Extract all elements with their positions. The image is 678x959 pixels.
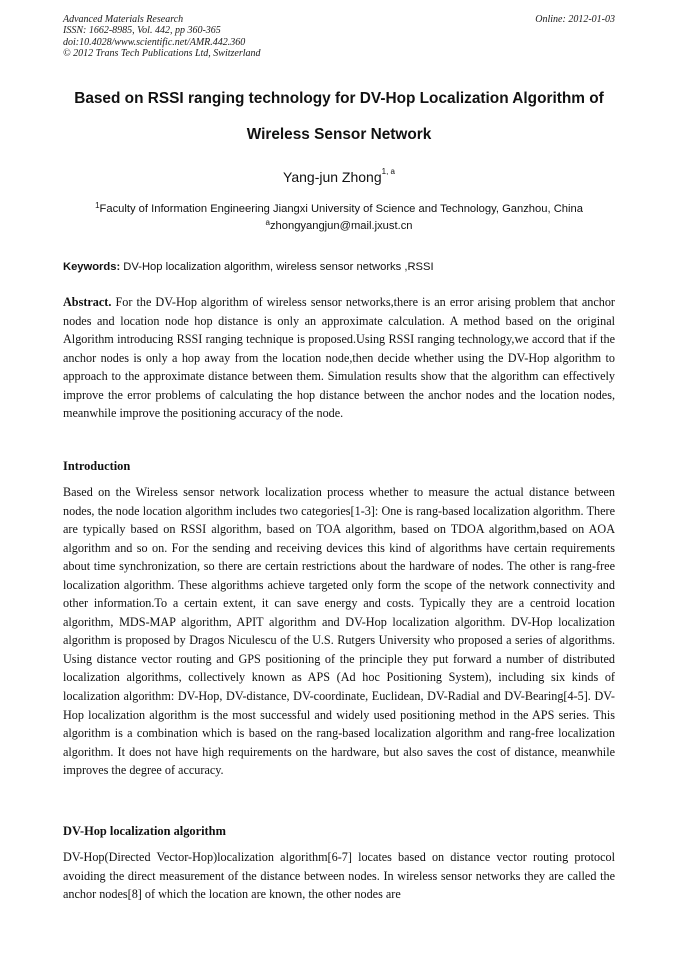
paper-title-line-2: Wireless Sensor Network	[246, 126, 432, 143]
keywords-text: DV-Hop localization algorithm, wireless sensor networks ,RSSI	[120, 261, 434, 273]
keywords	[63, 261, 615, 273]
online-date: Online: 2012-01-03	[535, 14, 615, 25]
abstract-label: Abstract.	[63, 295, 112, 309]
introduction-heading: Introduction	[63, 459, 131, 473]
dvhop-text: DV-Hop(Directed Vector-Hop)localization algorithm[6-7] locates based on distance vector routing protocol avoiding the direct measurement of the distance between nodes. In wireless sensor networks they are called the anchor nodes[8] of which the location are known, the other nodes are	[63, 850, 615, 902]
journal-header	[63, 14, 615, 60]
abstract-text: For the DV-Hop algorithm of wireless sensor networks,there is an error arising problem that anchor nodes and location node hop distance is only an approximate calculation. A method based on the original Algorithm introducing RSSI ranging technique is proposed.Using RSSI ranging technology,we accord that if the anchor nodes is only a hop away from the location node,then decide whether using the DV-Hop algorithm to approach to the approximate distance between them. Simulation results show that the algorithm can effectively improve the error problems of calculating the hop distance between the anchor nodes and the location nodes, meanwhile improve the positioning accuracy of the node.	[63, 295, 615, 421]
paper-title-line-1: Based on RSSI ranging technology for DV-Hop Localization Algorithm of	[74, 90, 604, 107]
journal-copyright: © 2012 Trans Tech Publications Ltd, Switzerland	[63, 48, 261, 60]
abstract	[63, 293, 615, 423]
author	[0, 169, 678, 185]
journal-doi: doi:10.4028/www.scientific.net/AMR.442.360	[63, 36, 246, 48]
affiliation	[0, 203, 678, 215]
journal-name: Advanced Materials Research	[63, 14, 184, 25]
introduction-text: Based on the Wireless sensor network localization process whether to measure the actual distance between nodes, the node location algorithm includes two categories[1-3]: One is rang-based localization algorithm. There are typically based on RSSI algorithm, based on TOA algorithm, based on TDOA algorithm,based on AOA algorithm and so on. For the sending and receiving devices this kind of algorithms have certain requirements about time synchronization, so there are certain restrictions about the hardware of nodes. The other is rang-free localization algorithm. These algorithms achieve targeted only form the scope of the network connectivity and other information.To a certain extent, it can save energy and costs. Typically they are a centroid location algorithm, MDS-MAP algorithm, APIT algorithm and DV-Hop localization algorithm. DV-Hop localization algorithm is proposed by Dragos Niculescu of the U.S. Rutgers University who proposed a series of algorithms. Using distance vector routing and GPS positioning of the principle they put forward a number of distributed localization algorithms, collectively known as APS (Ad hoc Positioning System), including six kinds of localization algorithm: DV-Hop, DV-distance, DV-coordinate, Euclidean, DV-Radial and DV-Bearing[4-5]. DV-Hop localization algorithm is the most successful and widely used positioning method in the APS series. This algorithm is a combination which is based on the rang-based localization algorithm and rang-free localization algorithm. It does not have high requirements on the hardware, but also saves the cost of distance, meanwhile improves the degree of accuracy.	[63, 485, 615, 778]
email-superscript: a	[265, 218, 270, 227]
author-name: Yang-jun Zhong	[283, 169, 382, 185]
author-email	[0, 220, 678, 232]
journal-issn: ISSN: 1662-8985, Vol. 442, pp 360-365	[63, 25, 221, 37]
author-superscript: 1, a	[381, 167, 395, 176]
email-text: zhongyangjun@mail.jxust.cn	[269, 220, 413, 232]
dvhop-heading: DV-Hop localization algorithm	[63, 824, 226, 838]
affiliation-superscript: 1	[95, 201, 100, 210]
keywords-label: Keywords:	[63, 261, 121, 273]
affiliation-text: Faculty of Information Engineering Jiangxi University of Science and Technology, Ganzhou, China	[99, 203, 583, 215]
